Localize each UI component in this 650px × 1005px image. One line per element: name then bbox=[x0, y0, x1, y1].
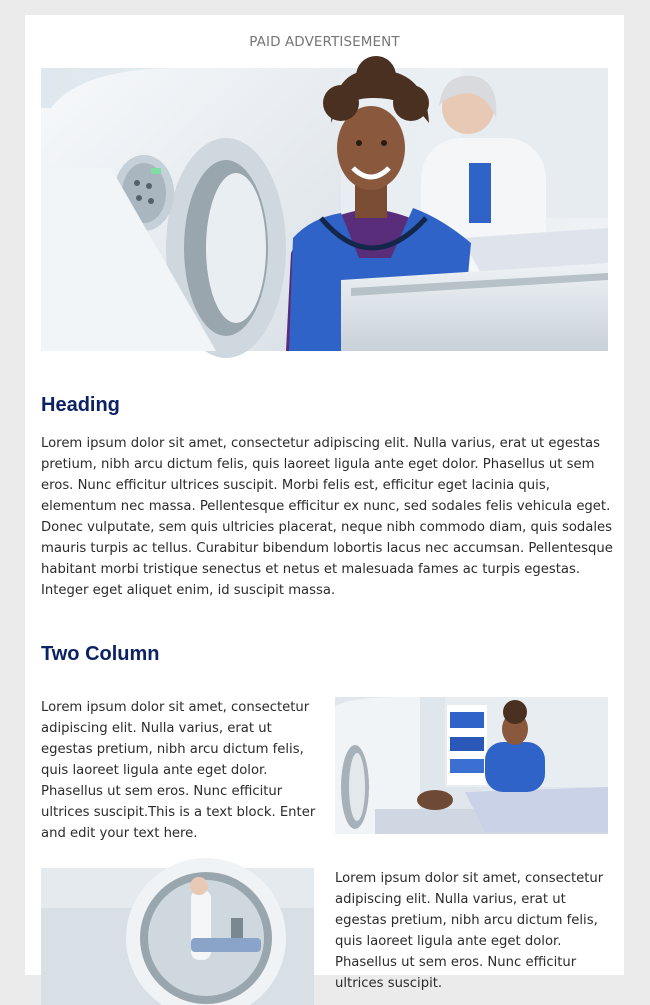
section-body-text: Lorem ipsum dolor sit amet, consectetur adipiscing elit. Nulla varius, erat ut egestas pretium, nibh arcu dictum felis, quis laoreet ligula ante eget dolor. Phasellus ut sem eros. Nunc efficitur ultrices suscipit. Morbi felis est, efficitur eget lacinia quis, elementum nec massa. Pellentesque efficitur ex nunc, sed sodales felis vehicula eget. Donec vulputate, sem quis ultricies placerat, neque nibh commodo diam, quis sodales mauris turpis ac tellus. Curabitur bibendum lobortis lacus nec accumsan. Pellentesque habitant morbi tristique senectus et netus et malesuada fames ac turpis egestas. Integer eget aliquet enim, id suscipit massa. bbox=[41, 436, 613, 598]
two-column-heading: Two Column bbox=[41, 643, 160, 665]
ct-doctor-image bbox=[41, 868, 314, 1005]
hero-image bbox=[41, 68, 608, 351]
ct-patient-image bbox=[335, 697, 608, 834]
left-column-text: Lorem ipsum dolor sit amet, consectetur adipiscing elit. Nulla varius, erat ut egestas pretium, nibh arcu dictum felis, quis laoreet ligula ante eget dolor. Phasellus ut sem eros. Nunc efficitur ultrices suscipit.This is a text block. Enter and edit your text here. bbox=[41, 700, 316, 841]
right-column-text: Lorem ipsum dolor sit amet, consectetur adipiscing elit. Nulla varius, erat ut egestas pretium, nibh arcu dictum felis, quis laoreet ligula ante eget dolor. Phasellus ut sem eros. Nunc efficitur ultrices suscipit. bbox=[335, 871, 604, 991]
paid-advertisement-label: PAID ADVERTISEMENT bbox=[249, 34, 400, 50]
section-heading: Heading bbox=[41, 394, 120, 416]
email-card bbox=[25, 15, 624, 991]
